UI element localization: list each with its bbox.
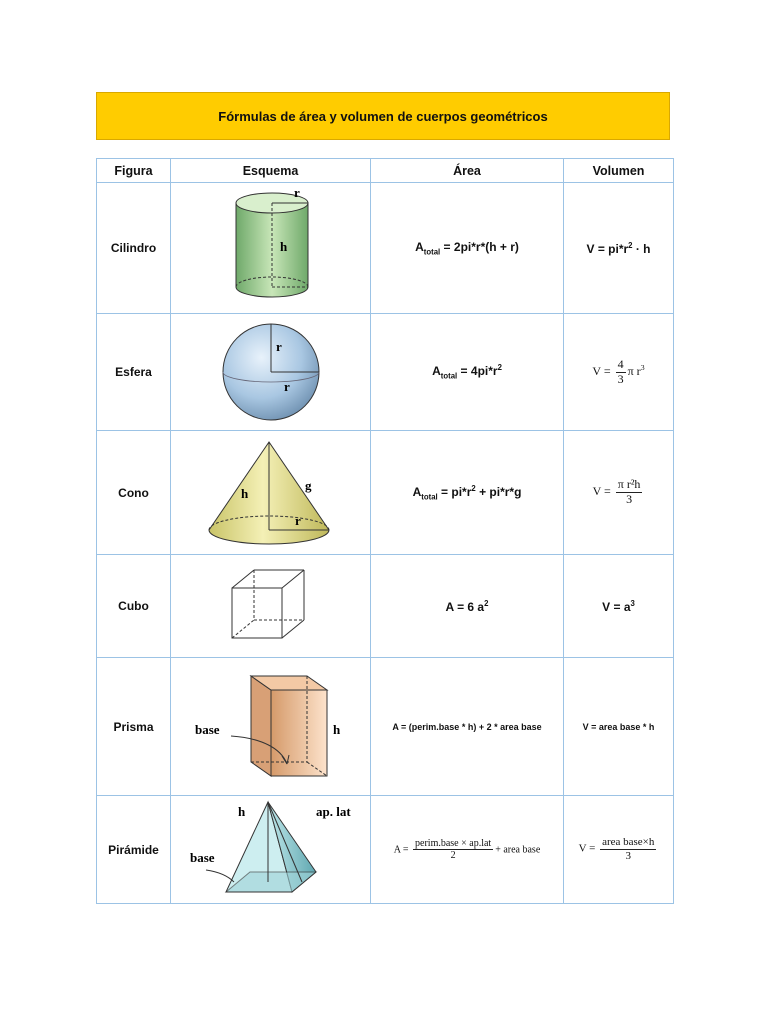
table-row	[97, 314, 674, 431]
label-g: g	[304, 477, 311, 493]
figure-name: Cubo	[97, 555, 171, 658]
figure-name: Cilindro	[97, 183, 171, 314]
header-row	[97, 159, 674, 183]
table-row	[97, 431, 674, 555]
label-base: base	[189, 849, 215, 865]
label-r-horizontal: r	[283, 379, 290, 394]
label-h: h	[237, 803, 245, 819]
header-area: Área	[371, 159, 564, 183]
volume-formula: $V = pi*r^2 \cdot h$	[564, 183, 674, 314]
volume-formula: V = area base * h	[564, 658, 674, 796]
header-esquema: Esquema	[171, 159, 371, 183]
area-formula: A = $\frac{\text{perim.base × ap.lat}}{2}$ + area base	[371, 796, 564, 904]
area-formula: A = (perim.base * h) + 2 * area base	[371, 658, 564, 796]
label-base: base	[194, 721, 220, 737]
figure-name: Esfera	[97, 314, 171, 431]
label-r: r	[294, 512, 301, 528]
volume-formula: V = $\frac{\text{π r²h}}{3}$	[564, 431, 674, 555]
page-title: Fórmulas de área y volumen de cuerpos geométricos	[218, 108, 548, 124]
cube-schema	[171, 555, 371, 658]
cone-schema	[171, 431, 371, 555]
formulas-table	[96, 158, 674, 904]
sphere-diagram	[216, 317, 326, 427]
label-h: h	[279, 239, 287, 254]
area-formula: $A_{total} = pi*r^2 + pi*r*g$	[371, 431, 564, 555]
title-banner	[96, 92, 670, 140]
prism-schema	[171, 658, 371, 796]
table-row	[97, 555, 674, 658]
volume-formula: V = $\frac{\text{area base×h}}{3}$	[564, 796, 674, 904]
label-h: h	[332, 721, 340, 737]
volume-formula: $V = a^3$	[564, 555, 674, 658]
area-formula: $A_{total} = 2pi*r*(h + r)$	[371, 183, 564, 314]
area-formula: A = 6 $a^2$	[371, 555, 564, 658]
figure-name: Pirámide	[97, 796, 171, 904]
label-ap-lat: ap. lat	[315, 803, 351, 819]
table-row	[97, 658, 674, 796]
pyramid-diagram	[176, 798, 366, 902]
cylinder-diagram	[206, 187, 336, 309]
header-figura: Figura	[97, 159, 171, 183]
sphere-schema	[171, 314, 371, 431]
label-r: r	[293, 187, 300, 200]
figure-name: Cono	[97, 431, 171, 555]
prism-diagram	[191, 668, 351, 786]
cube-diagram	[226, 566, 316, 646]
figure-name: Prisma	[97, 658, 171, 796]
table-row	[97, 796, 674, 904]
header-volumen: Volumen	[564, 159, 674, 183]
label-r-vertical: r	[275, 339, 282, 354]
cylinder-schema	[171, 183, 371, 314]
label-h: h	[240, 485, 248, 501]
area-formula: $A_{total} = 4pi*r^2$	[371, 314, 564, 431]
table-row	[97, 183, 674, 314]
volume-formula: V = $\frac{4}{3}$ π $r^3$	[564, 314, 674, 431]
cone-diagram	[201, 436, 341, 550]
pyramid-schema	[171, 796, 371, 904]
